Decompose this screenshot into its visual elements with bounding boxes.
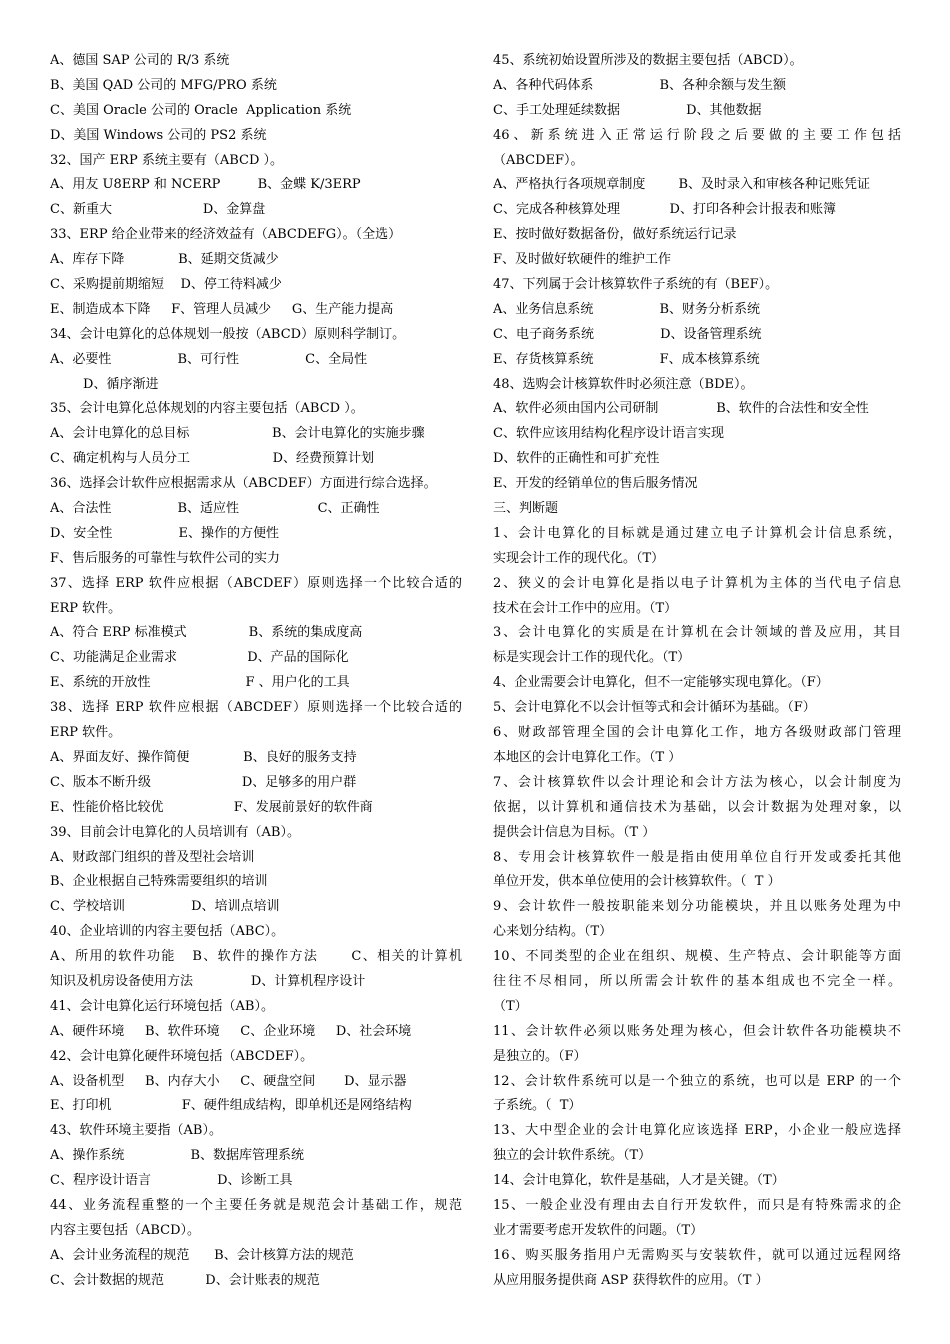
right-column-text-line: A、业务信息系统 B、财务分析系统 xyxy=(493,301,761,317)
right-column-text-line: 依据，以计算机和通信技术为基础，以会计数据为处理对象，以 xyxy=(493,799,901,815)
right-column-text-line: 实现会计工作的现代化。（T） xyxy=(493,550,665,566)
right-column-text-line: E、开发的经销单位的售后服务情况 xyxy=(493,476,698,492)
right-column-text-line: 4、企业需要会计电算化，但不一定能够实现电算化。（F） xyxy=(493,675,829,691)
left-column-text-line: A、操作系统 B、数据库管理系统 xyxy=(50,1148,305,1164)
right-column-text-line: F、及时做好软硬件的维护工作 xyxy=(493,252,672,268)
right-column-text-line: 2、狭义的会计电算化是指以电子计算机为主体的当代电子信息 xyxy=(493,575,901,591)
left-column-text-line: E、制造成本下降 F、管理人员减少 G、生产能力提高 xyxy=(50,301,394,317)
left-column-text-line: A、界面友好、操作简便 B、良好的服务支持 xyxy=(50,749,357,765)
right-column-text-line: A、各种代码体系 B、各种余额与发生额 xyxy=(493,77,787,93)
right-column-text-line: 是独立的。（F） xyxy=(493,1048,587,1064)
left-column-text-line: C、程序设计语言 D、诊断工具 xyxy=(50,1173,293,1189)
right-column-text-line: 6、财政部管理全国的会计电算化工作，地方各级财政部门管理 xyxy=(493,725,901,741)
left-column-text-line: 39、目前会计电算化的人员培训有（AB）。 xyxy=(50,824,300,840)
right-column-text-line: 46、新系统进入正常运行阶段之后要做的主要工作包括 xyxy=(493,127,901,143)
right-column-text-line: 技术在会计工作中的应用。（T） xyxy=(493,600,678,616)
left-column-text-line: A、硬件环境 B、软件环境 C、企业环境 D、社会环境 xyxy=(50,1023,412,1039)
left-column-text-line: 37、选择 ERP 软件应根据（ABCDEF）原则选择一个比较合适的 xyxy=(50,575,462,591)
left-column-text-line: C、功能满足企业需求 D、产品的国际化 xyxy=(50,650,349,666)
left-column-text-line: 40、企业培训的内容主要包括（ABC）。 xyxy=(50,924,285,940)
left-column-text-line: 43、软件环境主要指（AB）。 xyxy=(50,1123,222,1139)
left-column-text-line: 内容主要包括（ABCD）。 xyxy=(50,1222,201,1238)
left-column-text-line: D、安全性 E、操作的方便性 xyxy=(50,525,280,541)
right-column-text-line: 16、购买服务指用户无需购买与安装软件，就可以通过远程网络 xyxy=(493,1247,901,1263)
left-column-text-line: C、会计数据的规范 D、会计账表的规范 xyxy=(50,1272,320,1288)
right-column-text-line: 往往不尽相同，所以所需会计软件的基本组成也不完全一样。 xyxy=(493,973,901,989)
right-column-text-line: 本地区的会计电算化工作。（T ） xyxy=(493,749,682,765)
right-column-text-line: 47、下列属于会计核算软件子系统的有（BEF）。 xyxy=(493,277,779,293)
left-column-text-line: 32、国产 ERP 系统主要有（ABCD ）。 xyxy=(50,152,284,168)
left-column-text-line: 41、会计电算化运行环境包括（AB）。 xyxy=(50,998,274,1014)
right-column-text-line: （T） xyxy=(493,998,528,1014)
right-column-text-line: 独立的会计软件系统。（T） xyxy=(493,1148,652,1164)
right-column-text-line: 1、会计电算化的目标就是通过建立电子计算机会计信息系统， xyxy=(493,525,901,541)
right-column-text-line: A、软件必须由国内公司研制 B、软件的合法性和安全性 xyxy=(493,401,869,417)
left-column-text-line: 知识及机房设备使用方法 D、计算机程序设计 xyxy=(50,973,366,989)
right-column-text-line: C、电子商务系统 D、设备管理系统 xyxy=(493,326,762,342)
left-column-text-line: F、售后服务的可靠性与软件公司的实力 xyxy=(50,550,281,566)
left-column-text-line: 35、会计电算化总体规划的内容主要包括（ABCD ）。 xyxy=(50,401,364,417)
right-column-text-line: 子系统。（ T） xyxy=(493,1098,582,1114)
left-column-text-line: A、财政部门组织的普及型社会培训 xyxy=(50,849,255,865)
left-column-text-line: A、所用的软件功能 B、软件的操作方法 C、相关的计算机 xyxy=(50,949,462,965)
right-column-text-line: C、软件应该用结构化程序设计语言实现 xyxy=(493,426,724,442)
right-column-text-line: 从应用服务提供商 ASP 获得软件的应用。（T ） xyxy=(493,1272,769,1288)
right-column-text-line: 7、会计核算软件以会计理论和会计方法为核心，以会计制度为 xyxy=(493,774,901,790)
right-column-text-line: 48、选购会计核算软件时必须注意（BDE）。 xyxy=(493,376,754,392)
left-column-text-line: B、企业根据自己特殊需要组织的培训 xyxy=(50,874,268,890)
left-column-text-line: A、合法性 B、适应性 C、正确性 xyxy=(50,501,380,517)
right-column-text-line: E、按时做好数据备份，做好系统运行记录 xyxy=(493,227,737,243)
left-column-text-line: ERP 软件。 xyxy=(50,600,122,616)
right-column-text-line: D、软件的正确性和可扩充性 xyxy=(493,451,660,467)
right-column-text-line: 12、会计软件系统可以是一个独立的系统，也可以是 ERP 的一个 xyxy=(493,1073,901,1089)
left-column-text-line: A、用友 U8ERP 和 NCERP B、金蝶 K/3ERP xyxy=(50,177,361,193)
right-column-text-line: C、手工处理延续数据 D、其他数据 xyxy=(493,102,762,118)
right-column-text-line: 心来划分结构。（T） xyxy=(493,924,613,940)
left-column-text-line: C、版本不断升级 D、足够多的用户群 xyxy=(50,774,357,790)
left-column xyxy=(50,49,462,1294)
right-column-text-line: 标是实现会计工作的现代化。（T） xyxy=(493,650,691,666)
right-column-text-line: A、严格执行各项规章制度 B、及时录入和审核各种记账凭证 xyxy=(493,177,871,193)
left-column-text-line: C、学校培训 D、培训点培训 xyxy=(50,899,280,915)
left-column-text-line: D、美国 Windows 公司的 PS2 系统 xyxy=(50,127,267,143)
left-column-text-line: A、设备机型 B、内存大小 C、硬盘空间 D、显示器 xyxy=(50,1073,407,1089)
left-column-text-line: D、循序渐进 xyxy=(50,376,159,392)
left-column-text-line: ERP 软件。 xyxy=(50,725,122,741)
right-column-text-line: 11、会计软件必须以账务处理为核心，但会计软件各功能模块不 xyxy=(493,1023,901,1039)
right-column-text-line: 5、会计电算化不以会计恒等式和会计循环为基础。（F） xyxy=(493,700,816,716)
left-column-text-line: 42、会计电算化硬件环境包括（ABCDEF）。 xyxy=(50,1048,314,1064)
left-column-text-line: 36、选择会计软件应根据需求从（ABCDEF）方面进行综合选择。 xyxy=(50,476,437,492)
left-column-text-line: 34、会计电算化的总体规划一般按（ABCD）原则科学制订。 xyxy=(50,326,406,342)
right-column-text-line: 45、系统初始设置所涉及的数据主要包括（ABCD）。 xyxy=(493,53,803,68)
left-column-text-line: E、性能价格比较优 F、发展前景好的软件商 xyxy=(50,799,373,815)
left-column-text-line: B、美国 QAD 公司的 MFG/PRO 系统 xyxy=(50,77,277,93)
right-column-text-line: 单位开发，供本单位使用的会计核算软件。（ T ） xyxy=(493,874,781,890)
left-column-text-line: A、德国 SAP 公司的 R/3 系统 xyxy=(50,53,230,68)
left-column-text-line: 44、业务流程重整的一个主要任务就是规范会计基础工作，规范 xyxy=(50,1197,462,1213)
left-column-text-line: 38、选择 ERP 软件应根据（ABCDEF）原则选择一个比较合适的 xyxy=(50,700,462,716)
right-column-text-line: 15、一般企业没有理由去自行开发软件，而只是有特殊需求的企 xyxy=(493,1197,901,1213)
left-column-text-line: C、美国 Oracle 公司的 Oracle Application 系统 xyxy=(50,102,352,118)
right-column-text-line: 10、不同类型的企业在组织、规模、生产特点、会计职能等方面 xyxy=(493,949,901,965)
right-column-text-line: 9、会计软件一般按职能来划分功能模块，并且以账务处理为中 xyxy=(493,899,901,915)
left-column-text-line: 33、ERP 给企业带来的经济效益有（ABCDEFG）。（全选） xyxy=(50,227,402,243)
left-column-text-line: A、必要性 B、可行性 C、全局性 xyxy=(50,351,368,367)
right-column-text-line: E、存货核算系统 F、成本核算系统 xyxy=(493,351,760,367)
left-column-text-line: C、新重大 D、金算盘 xyxy=(50,202,266,218)
right-column-text-line: 业才需要考虑开发软件的问题。（T） xyxy=(493,1222,704,1238)
left-column-text-line: E、打印机 F、硬件组成结构，即单机还是网络结构 xyxy=(50,1098,412,1114)
right-column-text-line: C、完成各种核算处理 D、打印各种会计报表和账簿 xyxy=(493,202,836,218)
right-column-text-line: 提供会计信息为目标。（T ） xyxy=(493,824,656,840)
left-column-text-line: A、库存下降 B、延期交货减少 xyxy=(50,252,279,268)
left-column-text-line: A、会计业务流程的规范 B、会计核算方法的规范 xyxy=(50,1247,354,1263)
left-column-text-line: E、系统的开放性 F 、用户化的工具 xyxy=(50,675,350,691)
left-column-text-line: A、会计电算化的总目标 B、会计电算化的实施步骤 xyxy=(50,426,425,442)
right-column xyxy=(493,49,901,1294)
left-column-text-line: A、符合 ERP 标准模式 B、系统的集成度高 xyxy=(50,625,363,641)
right-column-text-line: （ABCDEF）。 xyxy=(493,152,584,168)
right-column-text-line: 14、会计电算化，软件是基础，人才是关键。（T） xyxy=(493,1173,785,1189)
right-column-text-line: 3、会计电算化的实质是在计算机在会计领域的普及应用，其目 xyxy=(493,625,901,641)
right-column-text-line: 三、判断题 xyxy=(493,501,559,517)
left-column-text-line: C、采购提前期缩短 D、停工待料减少 xyxy=(50,277,282,293)
right-column-text-line: 13、大中型企业的会计电算化应该选择 ERP，小企业一般应选择 xyxy=(493,1123,901,1139)
right-column-text-line: 8、专用会计核算软件一般是指由使用单位自行开发或委托其他 xyxy=(493,849,901,865)
left-column-text-line: C、确定机构与人员分工 D、经费预算计划 xyxy=(50,451,375,467)
